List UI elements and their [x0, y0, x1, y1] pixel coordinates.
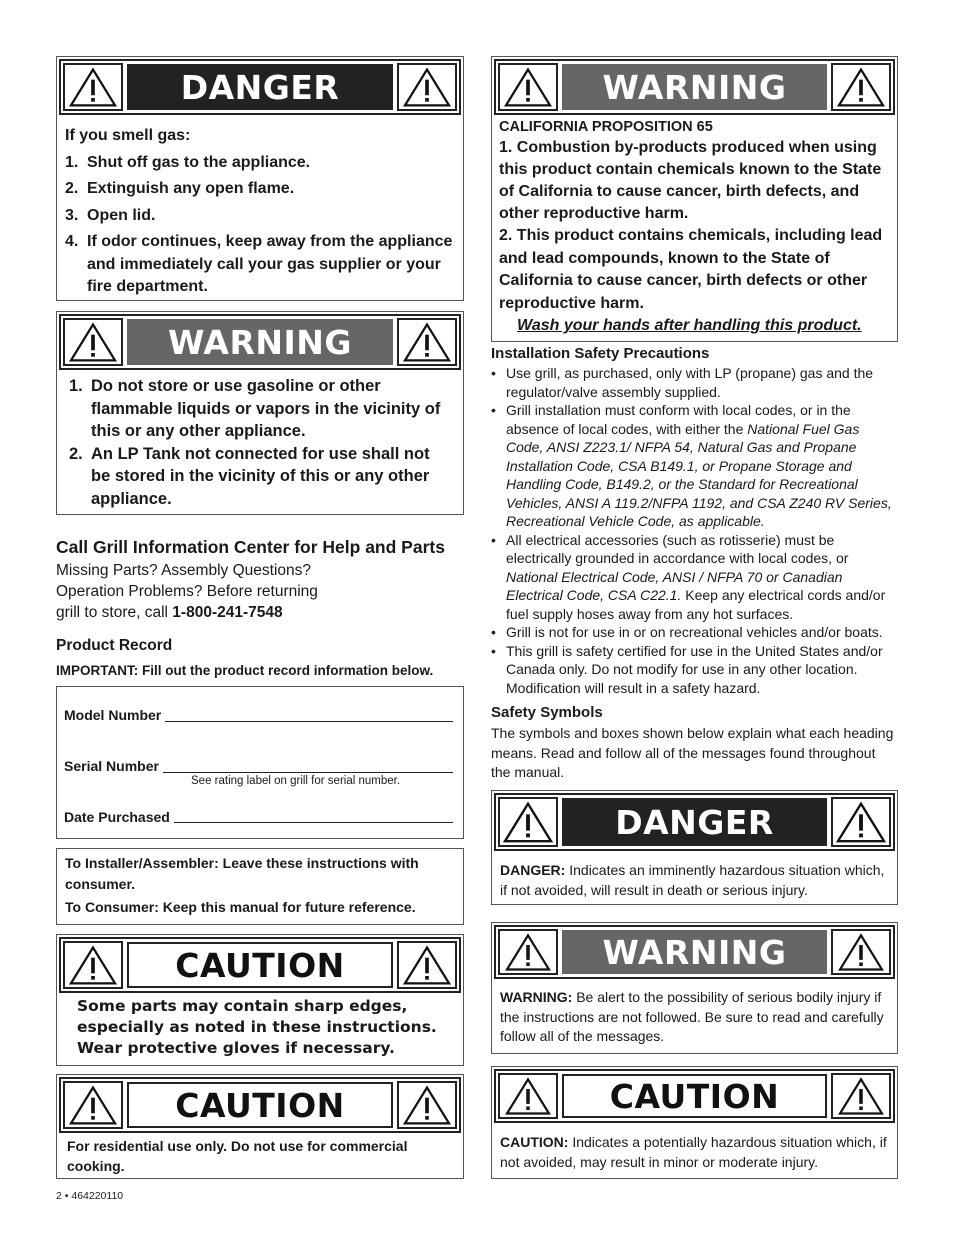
- list-item: 2. Extinguish any open flame.: [65, 180, 295, 197]
- warning-triangle-icon: [63, 63, 123, 111]
- consumer-note: To Consumer: Keep this manual for future reference.: [65, 899, 416, 915]
- list-item: • Grill is not for use in or on recreational vehicles and/or boats.: [491, 623, 896, 642]
- warning-triangle-icon: [397, 941, 457, 989]
- signal-header: [59, 314, 461, 370]
- list-item: • This grill is safety certified for use in the United States and/or Canada only. Do not modify for use in any other location. Modification will result in a safety hazard.: [491, 642, 896, 698]
- warning-triangle-icon: [831, 797, 891, 847]
- warning-triangle-icon: [63, 1081, 123, 1129]
- warning-prop65-box: [491, 56, 898, 342]
- model-number-label: Model Number: [64, 707, 162, 723]
- gas-intro: If you smell gas:: [65, 127, 191, 144]
- safety-symbols-heading: Safety Symbols: [491, 704, 603, 721]
- date-purchased-field[interactable]: [174, 822, 453, 823]
- warning-triangle-icon: [498, 797, 558, 847]
- info-center-line: Operation Problems? Before returning: [56, 583, 318, 600]
- info-center-line: grill to store, call: [56, 604, 173, 621]
- caution-edges-text: Some parts may contain sharp edges, especially as noted in these instructions. Wear protective gloves if necessary.: [77, 997, 437, 1057]
- prop65-heading: CALIFORNIA PROPOSITION 65: [499, 119, 713, 135]
- list-item: 4. If odor continues, keep away from the appliance and immediately call your gas supplier or your fire department.: [65, 233, 453, 295]
- list-item: 2. An LP Tank not connected for use shall not be stored in the vicinity of this or any other appliance.: [69, 444, 430, 508]
- warning-triangle-icon: [498, 929, 558, 975]
- signal-word: DANGER: [562, 798, 827, 846]
- definition-text: Be alert to the possibility of serious bodily injury if the instructions are not followed. Be sure to read and carefully follow all of the messages.: [500, 989, 884, 1044]
- definition-label: WARNING:: [500, 989, 573, 1005]
- warning-triangle-icon: [397, 318, 457, 366]
- list-item: 1. Shut off gas to the appliance.: [65, 153, 311, 171]
- signal-header: [59, 1077, 461, 1133]
- list-item: 1. Do not store or use gasoline or other flammable liquids or vapors in the vicinity of this or any other appliance.: [69, 377, 441, 440]
- list-item: 3. Open lid.: [65, 206, 156, 224]
- warning-triangle-icon: [397, 63, 457, 111]
- caution-edges-box: [56, 934, 464, 1066]
- signal-word: CAUTION: [562, 1074, 827, 1118]
- serial-number-field[interactable]: [163, 772, 453, 773]
- warning-storage-box: [56, 311, 464, 515]
- caution-definition-box: [491, 1066, 898, 1179]
- warning-triangle-icon: [831, 1073, 891, 1119]
- caution-residential-text: For residential use only. Do not use for commercial cooking.: [67, 1138, 408, 1174]
- installer-note-box: [56, 848, 464, 925]
- definition-text: Indicates an imminently hazardous situation which, if not avoided, will result in death or serious injury.: [500, 862, 885, 898]
- date-purchased-label: Date Purchased: [64, 809, 170, 825]
- signal-word: CAUTION: [127, 1082, 393, 1128]
- product-record-form: [56, 686, 464, 839]
- caution-residential-box: [56, 1074, 464, 1179]
- warning-triangle-icon: [831, 929, 891, 975]
- safety-symbols-text: The symbols and boxes shown below explain what each heading means. Read and follow all of the messages found throughout the manual.: [491, 725, 894, 780]
- warning-triangle-icon: [498, 63, 558, 111]
- signal-header: [494, 925, 895, 979]
- warning-triangle-icon: [63, 318, 123, 366]
- page-footer: 2 • 464220110: [56, 1190, 124, 1202]
- phone-number: 1-800-241-7548: [172, 604, 283, 621]
- list-item: • Grill installation must conform with local codes, or in the absence of local codes, with either the National Fuel Gas Code, ANSI Z223.1/ NFPA 54, Natural Gas and Propane Installation Code, CSA B149.1, or Propane Storage and Handling Code, B149.2, or the Standard for Recreational Vehicles, ANSI A 119.2/NFPA 1192, and CSA Z240 RV Series, Recreational Vehicle Code, as applicable.: [491, 401, 896, 531]
- definition-label: DANGER:: [500, 862, 566, 878]
- warning-triangle-icon: [63, 941, 123, 989]
- signal-header: [494, 59, 895, 115]
- signal-header: [494, 1069, 895, 1123]
- installer-note: To Installer/Assembler: Leave these instructions with consumer.: [65, 855, 419, 892]
- definition-label: CAUTION:: [500, 1134, 569, 1150]
- info-center-line: Missing Parts? Assembly Questions?: [56, 562, 311, 579]
- danger-definition-box: [491, 790, 898, 905]
- info-center-heading: Call Grill Information Center for Help and Parts: [56, 537, 445, 557]
- serial-number-note: See rating label on grill for serial number.: [191, 775, 401, 787]
- signal-word: DANGER: [127, 64, 393, 110]
- warning-triangle-icon: [397, 1081, 457, 1129]
- signal-word: WARNING: [562, 64, 827, 110]
- warning-triangle-icon: [498, 1073, 558, 1119]
- signal-word: WARNING: [127, 319, 393, 365]
- wash-hands-note: Wash your hands after handling this product.: [517, 317, 862, 334]
- prop65-paragraph: 1. Combustion by-products produced when using this product contain chemicals known to the State of California to cause cancer, birth defects, and other reproductive harm.: [499, 139, 882, 222]
- install-safety-heading: Installation Safety Precautions: [491, 345, 710, 362]
- model-number-field[interactable]: [165, 721, 453, 722]
- prop65-paragraph: 2. This product contains chemicals, including lead and lead compounds, known to the State of California to cause cancer, birth defects or other reproductive harm.: [499, 227, 883, 312]
- serial-number-label: Serial Number: [64, 758, 159, 774]
- danger-gas-box: [56, 56, 464, 301]
- warning-definition-box: [491, 922, 898, 1054]
- list-item: • Use grill, as purchased, only with LP (propane) gas and the regulator/valve assembly supplied.: [491, 364, 896, 401]
- signal-word: CAUTION: [127, 942, 393, 988]
- signal-header: [494, 793, 895, 851]
- signal-header: [59, 937, 461, 993]
- product-record-heading: Product Record: [56, 637, 173, 654]
- definition-text: Indicates a potentially hazardous situation which, if not avoided, may result in minor or moderate injury.: [500, 1134, 887, 1170]
- product-record-important: IMPORTANT: Fill out the product record information below.: [56, 663, 434, 678]
- list-item: • All electrical accessories (such as rotisserie) must be electrically grounded in accordance with local codes, or National Electrical Code, ANSI / NFPA 70 or Canadian Electrical Code, CSA C22.1. Keep any electrical cords and/or fuel supply hoses away from any hot surfaces.: [491, 531, 896, 624]
- signal-word: WARNING: [562, 930, 827, 974]
- warning-triangle-icon: [831, 63, 891, 111]
- signal-header: [59, 59, 461, 115]
